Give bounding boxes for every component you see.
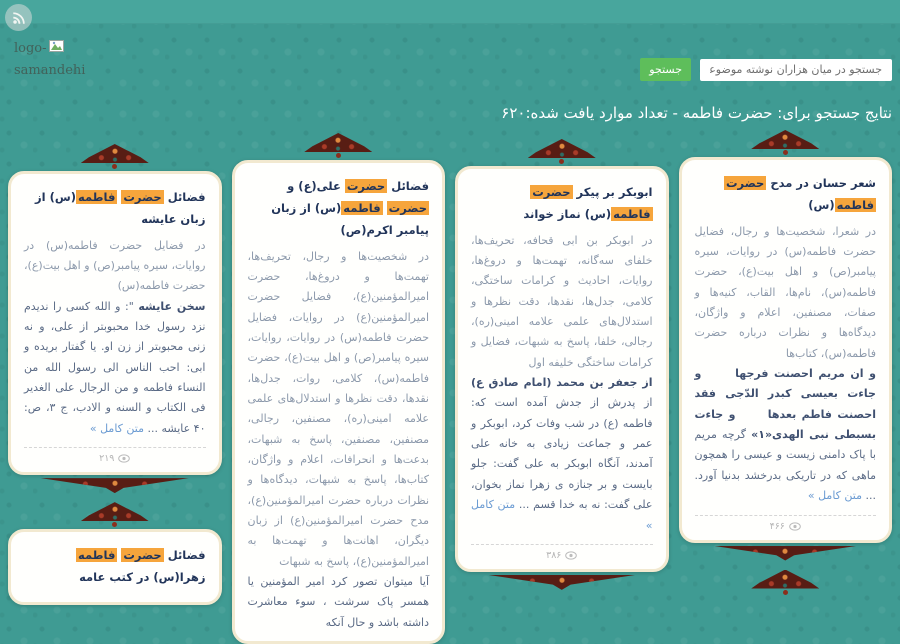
search-term-highlight: فاطمه: [613, 206, 651, 221]
broken-image-icon: [49, 38, 64, 59]
ornament-arch-icon: [528, 139, 596, 158]
result-card: [679, 157, 893, 543]
ornament-stem-icon: [783, 150, 788, 155]
full-text-link[interactable]: متن کامل »: [89, 421, 144, 435]
search-term-highlight: حضرت: [123, 548, 162, 563]
logo-text-line2: samandehi: [14, 62, 86, 78]
search-term-highlight: حضرت: [532, 185, 571, 199]
views-count: ۲۱۹: [99, 453, 115, 465]
excerpt-text: ": و الله کسی را ندیدم نزد رسول خدا محبوبتر از علی، و نه زنی محبوبتر از زن او. یا گفتار بریده و ابی: احب الناس الی رسول الله من النساء فاطمه و من الرجال علی الغدیر فی الکتاب و السنه و الادب، ج ۳، ص: ۴۰ عایشه ...: [24, 299, 206, 435]
search-bar: [0, 58, 900, 81]
ornament-stem-icon: [336, 153, 341, 158]
results-column-2: [455, 130, 669, 599]
excerpt-text: آیا میتوان تصور کرد امیر المؤمنین یا همسر پاک سرشت ، سوء معاشرت داشته باشد و حال آنکه: [247, 575, 429, 629]
excerpt-text: از پدرش از جدش آمده است که: فاطمه (ع) در شب وفات کرد، ابوبکر و عمر و جماعت زیادی به خانه علی آمدند، آنگاه ابوبکر به علی گفت: جلو بایست و بر جنازه ی زهرا نماز بخوان، علی گفت: نه به خدا قسم ...: [471, 396, 653, 512]
card-top-ornament: [8, 144, 222, 169]
full-text-link[interactable]: متن کامل »: [807, 489, 862, 503]
result-card-excerpt: [471, 373, 653, 536]
logo-text-line1: logo-: [14, 41, 47, 57]
ornament-stem-icon: [783, 590, 788, 595]
eye-icon: [565, 551, 577, 560]
eye-icon: [789, 522, 801, 531]
result-card-categories: در ابوبکر بن ابی قحافه، تحریف‌ها، خلفای سه‌گانه، تهمت‌ها و دروغ‌ها، روایات، احادیث و کرامات ساختگی، کلامی، جدل‌ها، نقدها، دقت نظرها و استدلال‌های علمی علامه امینی(ره)، رجالی، خلفا، پاسخ به شبهات، فضایل و کرامات ساختگی خلیفه اول: [471, 233, 653, 369]
result-card-title: فضائل حضرت فاطمه(س) از زبان عایشه: [35, 190, 206, 226]
ornament-stem-icon: [112, 522, 117, 527]
samandehi-logo[interactable]: [14, 38, 85, 81]
result-card-categories: در شعرا، شخصیت‌ها و رجال، فضایل حضرت فاطمه(س) در روایات، سیره پیامبر(ص) و اهل بیت(ع)، حضرت فاطمه(س)، نام‌ها، القاب، کنیه‌ها و صفات، مصنفین، اعلام و واژگان، دیدگاه‌ها و نظرات درباره حضرت فاطمه(س)، کتاب‌ها: [694, 224, 876, 360]
views-row: [24, 447, 206, 464]
result-card-title: فضائل حضرت فاطمه زهرا(س) در کتب عامه: [77, 548, 206, 584]
result-card: [8, 529, 222, 605]
result-card-title: شعر حسان در مدح حضرت فاطمه(س): [725, 176, 876, 212]
result-card-categories: در فضایل حضرت فاطمه(س) در روایات، سیره پیامبر(ص) و اهل بیت(ع)، حضرت فاطمه(س): [24, 238, 206, 293]
results-column-3: [232, 130, 446, 644]
ornament-arch-icon: [304, 133, 372, 152]
card-top-ornament: [232, 133, 446, 158]
card-top-ornament: [679, 570, 893, 595]
result-card-excerpt: [24, 297, 206, 439]
excerpt-bold-text: از جعفر بن محمد (امام صادق ع): [471, 376, 653, 390]
search-term-highlight: فاطمه: [77, 190, 116, 204]
card-top-ornament: [679, 130, 893, 155]
ornament-arch-icon: [751, 130, 819, 149]
eye-icon: [118, 454, 130, 463]
results-summary-title: نتایج جستجو برای: حضرت فاطمه - تعداد موارد یافت شده:۶۲۰: [501, 104, 892, 122]
results-column-4: [8, 130, 222, 605]
views-count: ۴۶۶: [769, 520, 785, 532]
views-row: [471, 544, 653, 561]
result-card: [232, 160, 446, 644]
results-columns: [0, 130, 900, 644]
search-term-highlight: فاطمه: [343, 200, 381, 215]
card-bottom-ornament: [41, 478, 189, 493]
results-column-1: [679, 130, 893, 597]
ornament-arch-icon: [751, 570, 819, 589]
result-card-excerpt: [695, 364, 877, 506]
excerpt-bold-text: سخن عایشه: [138, 299, 206, 313]
result-card-title: فضائل حضرت علی(ع) و حضرت فاطمه(س) از زبان پیامبر اکرم(ص): [271, 179, 429, 237]
result-card: [455, 166, 669, 572]
excerpt-bold-text: و ان مریم احصنت فرجها و جاءت بعیسی کبدر الدّجی فقد احصنت فاطم بعدها و جاءت بسبطی نبی الهدی«۱»: [694, 367, 876, 442]
card-top-ornament: [8, 502, 222, 527]
result-card-title: ابوبکر بر پیکر حضرت فاطمه(س) نماز خواند: [523, 185, 653, 221]
card-bottom-ornament: [488, 575, 636, 590]
result-card-excerpt: [248, 572, 430, 633]
rss-feed-button[interactable]: [5, 4, 32, 31]
full-text-link[interactable]: متن کامل »: [471, 498, 653, 532]
card-top-ornament: [455, 139, 669, 164]
card-bottom-ornament: [711, 546, 859, 561]
excerpt-text: گرچه مریم با پاک دامنی زیست و عیسی را همچون ماهی که در تاریکی بدرخشد بدنیا آورد. ...: [694, 428, 876, 503]
ornament-arch-icon: [81, 502, 149, 521]
search-term-highlight: حضرت: [388, 200, 427, 215]
ornament-arch-icon: [81, 144, 149, 163]
search-term-highlight: حضرت: [123, 190, 162, 204]
search-term-highlight: حضرت: [725, 176, 765, 190]
rss-icon: [12, 11, 26, 25]
ornament-stem-icon: [559, 159, 564, 164]
search-term-highlight: فاطمه: [836, 197, 874, 212]
views-count: ۳۸۶: [546, 549, 562, 561]
search-button[interactable]: جستجو: [640, 58, 691, 81]
result-card-categories: در شخصیت‌ها و رجال، تحریف‌ها، تهمت‌ها و دروغ‌ها، حضرت امیرالمؤمنین(ع)، فضایل حضرت امیرالمؤمنین(ع) در روایات، فضایل حضرت فاطمه(س) در روایات، روایات، سیره پیامبر(ص) و اهل بیت(ع)، حضرت فاطمه(س)، کلامی، روات، جدل‌ها، نقدها، دقت نظرها و استدلال‌های علمی علامه امینی(ره)، مصنفین، رجالی، مصنفین، مصنفین، پاسخ به شبهات، بدعت‌ها و انحرافات، اعلام و واژگان، کتاب‌ها، پاسخ به شبهات، دیدگاه‌ها و نظرات درباره حضرت امیرالمؤمنین(ع)، مدح حضرت امیرالمؤمنین(ع) از زبان دیگران، اهانت‌ها و تهمت‌ها به امیرالمؤمنین(ع)، پاسخ به شبهات: [247, 249, 429, 568]
search-input[interactable]: [700, 59, 892, 81]
search-term-highlight: فاطمه: [77, 548, 116, 563]
top-bar: [0, 0, 900, 24]
ornament-stem-icon: [112, 164, 117, 169]
search-term-highlight: حضرت: [346, 179, 386, 193]
views-row: [695, 515, 877, 532]
